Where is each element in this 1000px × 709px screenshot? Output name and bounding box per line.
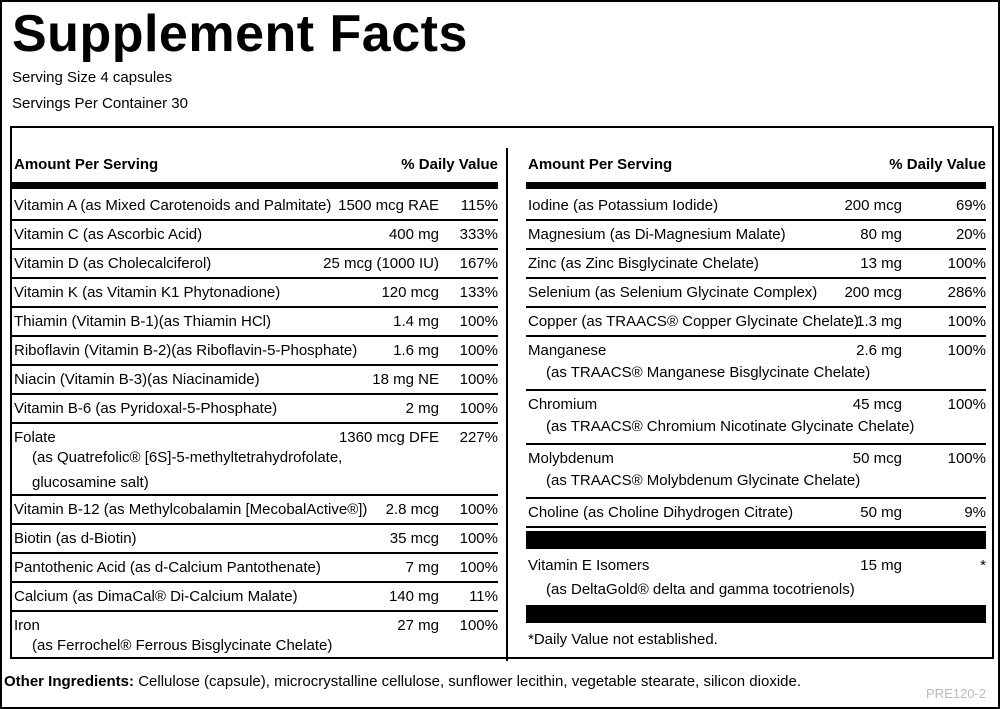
nutrient-name: Iron <box>14 617 40 634</box>
nutrient-name: Vitamin A (as Mixed Carotenoids and Palmitate) <box>14 197 332 214</box>
nutrient-amount: 50 mg <box>860 504 902 521</box>
nutrient-name: Vitamin C (as Ascorbic Acid) <box>14 226 203 243</box>
nutrient-daily-value: 100% <box>459 530 498 547</box>
left-header <box>12 148 498 189</box>
nutrient-amount: 18 mg NE <box>372 371 439 388</box>
nutrient-row <box>12 525 498 554</box>
nutrient-source: (as Ferrochel® Ferrous Bisglycinate Chelate) <box>32 637 333 654</box>
nutrient-source: (as Quatrefolic® [6S]-5-methyltetrahydrofolate, <box>32 449 343 466</box>
nutrient-name: Folate <box>14 429 56 446</box>
nutrient-row <box>526 308 986 337</box>
nutrient-name: Riboflavin (Vitamin B-2)(as Riboflavin-5-Phosphate) <box>14 342 358 359</box>
nutrient-amount: 1.4 mg <box>393 313 439 330</box>
divider-bar <box>526 605 986 623</box>
nutrient-daily-value: 100% <box>459 342 498 359</box>
product-code: PRE120-2 <box>926 686 986 701</box>
other-ingredients-text: Cellulose (capsule), microcrystalline cellulose, sunflower lecithin, vegetable stearate, silicon dioxide. <box>138 673 801 690</box>
nutrient-amount: 50 mcg <box>852 450 902 467</box>
nutrient-amount: 1.3 mg <box>856 313 902 330</box>
nutrient-amount: 13 mg <box>860 255 902 272</box>
nutrient-amount: 80 mg <box>860 226 902 243</box>
nutrient-name: Copper (as TRAACS® Copper Glycinate Chelate) <box>528 313 859 330</box>
right-header <box>526 148 986 189</box>
nutrient-source: (as TRAACS® Manganese Bisglycinate Chelate) <box>546 364 871 381</box>
nutrient-amount: 1500 mcg RAE <box>338 197 439 214</box>
nutrient-row <box>526 499 986 528</box>
right-rows <box>526 192 986 650</box>
nutrient-daily-value: 100% <box>459 501 498 518</box>
nutrient-name: Vitamin B-6 (as Pyridoxal-5-Phosphate) <box>14 400 278 417</box>
nutrient-daily-value: 100% <box>459 400 498 417</box>
nutrient-daily-value: 286% <box>947 284 986 301</box>
nutrient-source: (as TRAACS® Molybdenum Glycinate Chelate) <box>546 472 861 489</box>
nutrient-row <box>12 337 498 366</box>
nutrient-row <box>526 337 986 391</box>
amount-per-serving-heading: Amount Per Serving <box>14 156 159 173</box>
nutrient-amount: 25 mcg (1000 IU) <box>323 255 439 272</box>
nutrient-amount: 27 mg <box>397 617 439 634</box>
other-ingredients <box>4 672 801 692</box>
nutrient-row <box>12 279 498 308</box>
other-ingredients-label: Other Ingredients: <box>4 673 135 690</box>
nutrient-daily-value: 100% <box>947 342 986 359</box>
nutrient-daily-value: 167% <box>459 255 498 272</box>
nutrient-amount: 400 mg <box>388 226 439 243</box>
nutrient-row <box>12 395 498 424</box>
nutrient-name: Vitamin B-12 (as Methylcobalamin [MecobalActive®]) <box>14 501 368 518</box>
nutrient-source: glucosamine salt) <box>32 474 149 491</box>
nutrient-amount: 1360 mcg DFE <box>338 429 439 446</box>
nutrient-amount: 120 mcg <box>381 284 439 301</box>
nutrient-amount: 2.8 mcg <box>385 501 439 518</box>
nutrient-row <box>12 366 498 395</box>
nutrient-daily-value: 69% <box>955 197 986 214</box>
nutrient-amount: 200 mcg <box>844 284 902 301</box>
nutrient-daily-value: 20% <box>955 226 986 243</box>
nutrient-daily-value: 100% <box>947 313 986 330</box>
nutrient-name: Chromium <box>528 396 598 413</box>
nutrient-daily-value: 227% <box>459 429 498 446</box>
nutrient-name: Thiamin (Vitamin B-1)(as Thiamin HCl) <box>14 313 272 330</box>
daily-value-heading: % Daily Value <box>889 156 986 173</box>
nutrient-daily-value: 11% <box>469 588 498 605</box>
nutrient-daily-value: 100% <box>459 559 498 576</box>
nutrient-daily-value: 100% <box>947 450 986 467</box>
amount-per-serving-heading: Amount Per Serving <box>528 156 673 173</box>
nutrient-row <box>12 583 498 612</box>
nutrient-row <box>526 445 986 499</box>
nutrient-daily-value: 9% <box>964 504 986 521</box>
nutrient-daily-value: 100% <box>459 371 498 388</box>
nutrient-daily-value: 100% <box>459 313 498 330</box>
nutrient-name: Molybdenum <box>528 450 614 467</box>
nutrient-name: Niacin (Vitamin B-3)(as Niacinamide) <box>14 371 260 388</box>
nutrient-daily-value: 115% <box>460 197 498 214</box>
nutrient-row <box>526 391 986 445</box>
nutrient-amount: 35 mcg <box>389 530 439 547</box>
nutrient-row <box>12 221 498 250</box>
left-rows <box>12 192 498 654</box>
daily-value-heading: % Daily Value <box>401 156 498 173</box>
nutrient-row <box>526 250 986 279</box>
nutrient-daily-value: 333% <box>459 226 498 243</box>
nutrient-name: Magnesium (as Di-Magnesium Malate) <box>528 226 786 243</box>
nutrient-daily-value: * <box>980 557 986 574</box>
nutrient-name: Calcium (as DimaCal® Di-Calcium Malate) <box>14 588 298 605</box>
nutrient-name: Vitamin D (as Cholecalciferol) <box>14 255 212 272</box>
nutrient-amount: 2 mg <box>405 400 439 417</box>
nutrient-name: Vitamin K (as Vitamin K1 Phytonadione) <box>14 284 281 301</box>
nutrient-name: Pantothenic Acid (as d-Calcium Pantothenate) <box>14 559 321 576</box>
nutrient-row <box>12 554 498 583</box>
nutrient-table <box>10 126 994 659</box>
nutrient-source: (as TRAACS® Chromium Nicotinate Glycinate Chelate) <box>546 418 915 435</box>
nutrient-name: Zinc (as Zinc Bisglycinate Chelate) <box>528 255 759 272</box>
nutrient-name: Iodine (as Potassium Iodide) <box>528 197 719 214</box>
divider-bar <box>526 531 986 549</box>
nutrient-amount: 45 mcg <box>852 396 902 413</box>
nutrient-daily-value: 100% <box>947 396 986 413</box>
nutrient-amount: 1.6 mg <box>393 342 439 359</box>
footnote: *Daily Value not established. <box>528 631 718 648</box>
left-column <box>12 148 508 661</box>
nutrient-row <box>526 192 986 221</box>
nutrient-amount: 15 mg <box>860 557 902 574</box>
nutrient-amount: 200 mcg <box>844 197 902 214</box>
nutrient-daily-value: 100% <box>947 255 986 272</box>
nutrient-name: Choline (as Choline Dihydrogen Citrate) <box>528 504 794 521</box>
servings-per-container: Servings Per Container 30 <box>12 95 188 112</box>
nutrient-name: Vitamin E Isomers <box>528 557 650 574</box>
nutrient-amount: 2.6 mg <box>856 342 902 359</box>
label-title: Supplement Facts <box>12 5 468 63</box>
nutrient-name: Selenium (as Selenium Glycinate Complex) <box>528 284 818 301</box>
nutrient-row <box>12 612 498 654</box>
nutrient-daily-value: 133% <box>459 284 498 301</box>
nutrient-row <box>12 250 498 279</box>
nutrient-amount: 140 mg <box>388 588 439 605</box>
nutrient-row <box>526 221 986 250</box>
nutrient-row <box>12 496 498 525</box>
nutrient-row <box>12 192 498 221</box>
nutrient-name: Biotin (as d-Biotin) <box>14 530 137 547</box>
right-column <box>526 148 994 661</box>
nutrient-daily-value: 100% <box>459 617 498 634</box>
nutrient-row <box>12 424 498 496</box>
serving-size: Serving Size 4 capsules <box>12 69 173 86</box>
vitamin-e-row <box>526 552 986 602</box>
nutrient-row <box>526 279 986 308</box>
nutrient-row <box>12 308 498 337</box>
nutrient-name: Manganese <box>528 342 607 359</box>
nutrient-amount: 7 mg <box>405 559 439 576</box>
nutrient-source: (as DeltaGold® delta and gamma tocotrienols) <box>546 581 855 598</box>
